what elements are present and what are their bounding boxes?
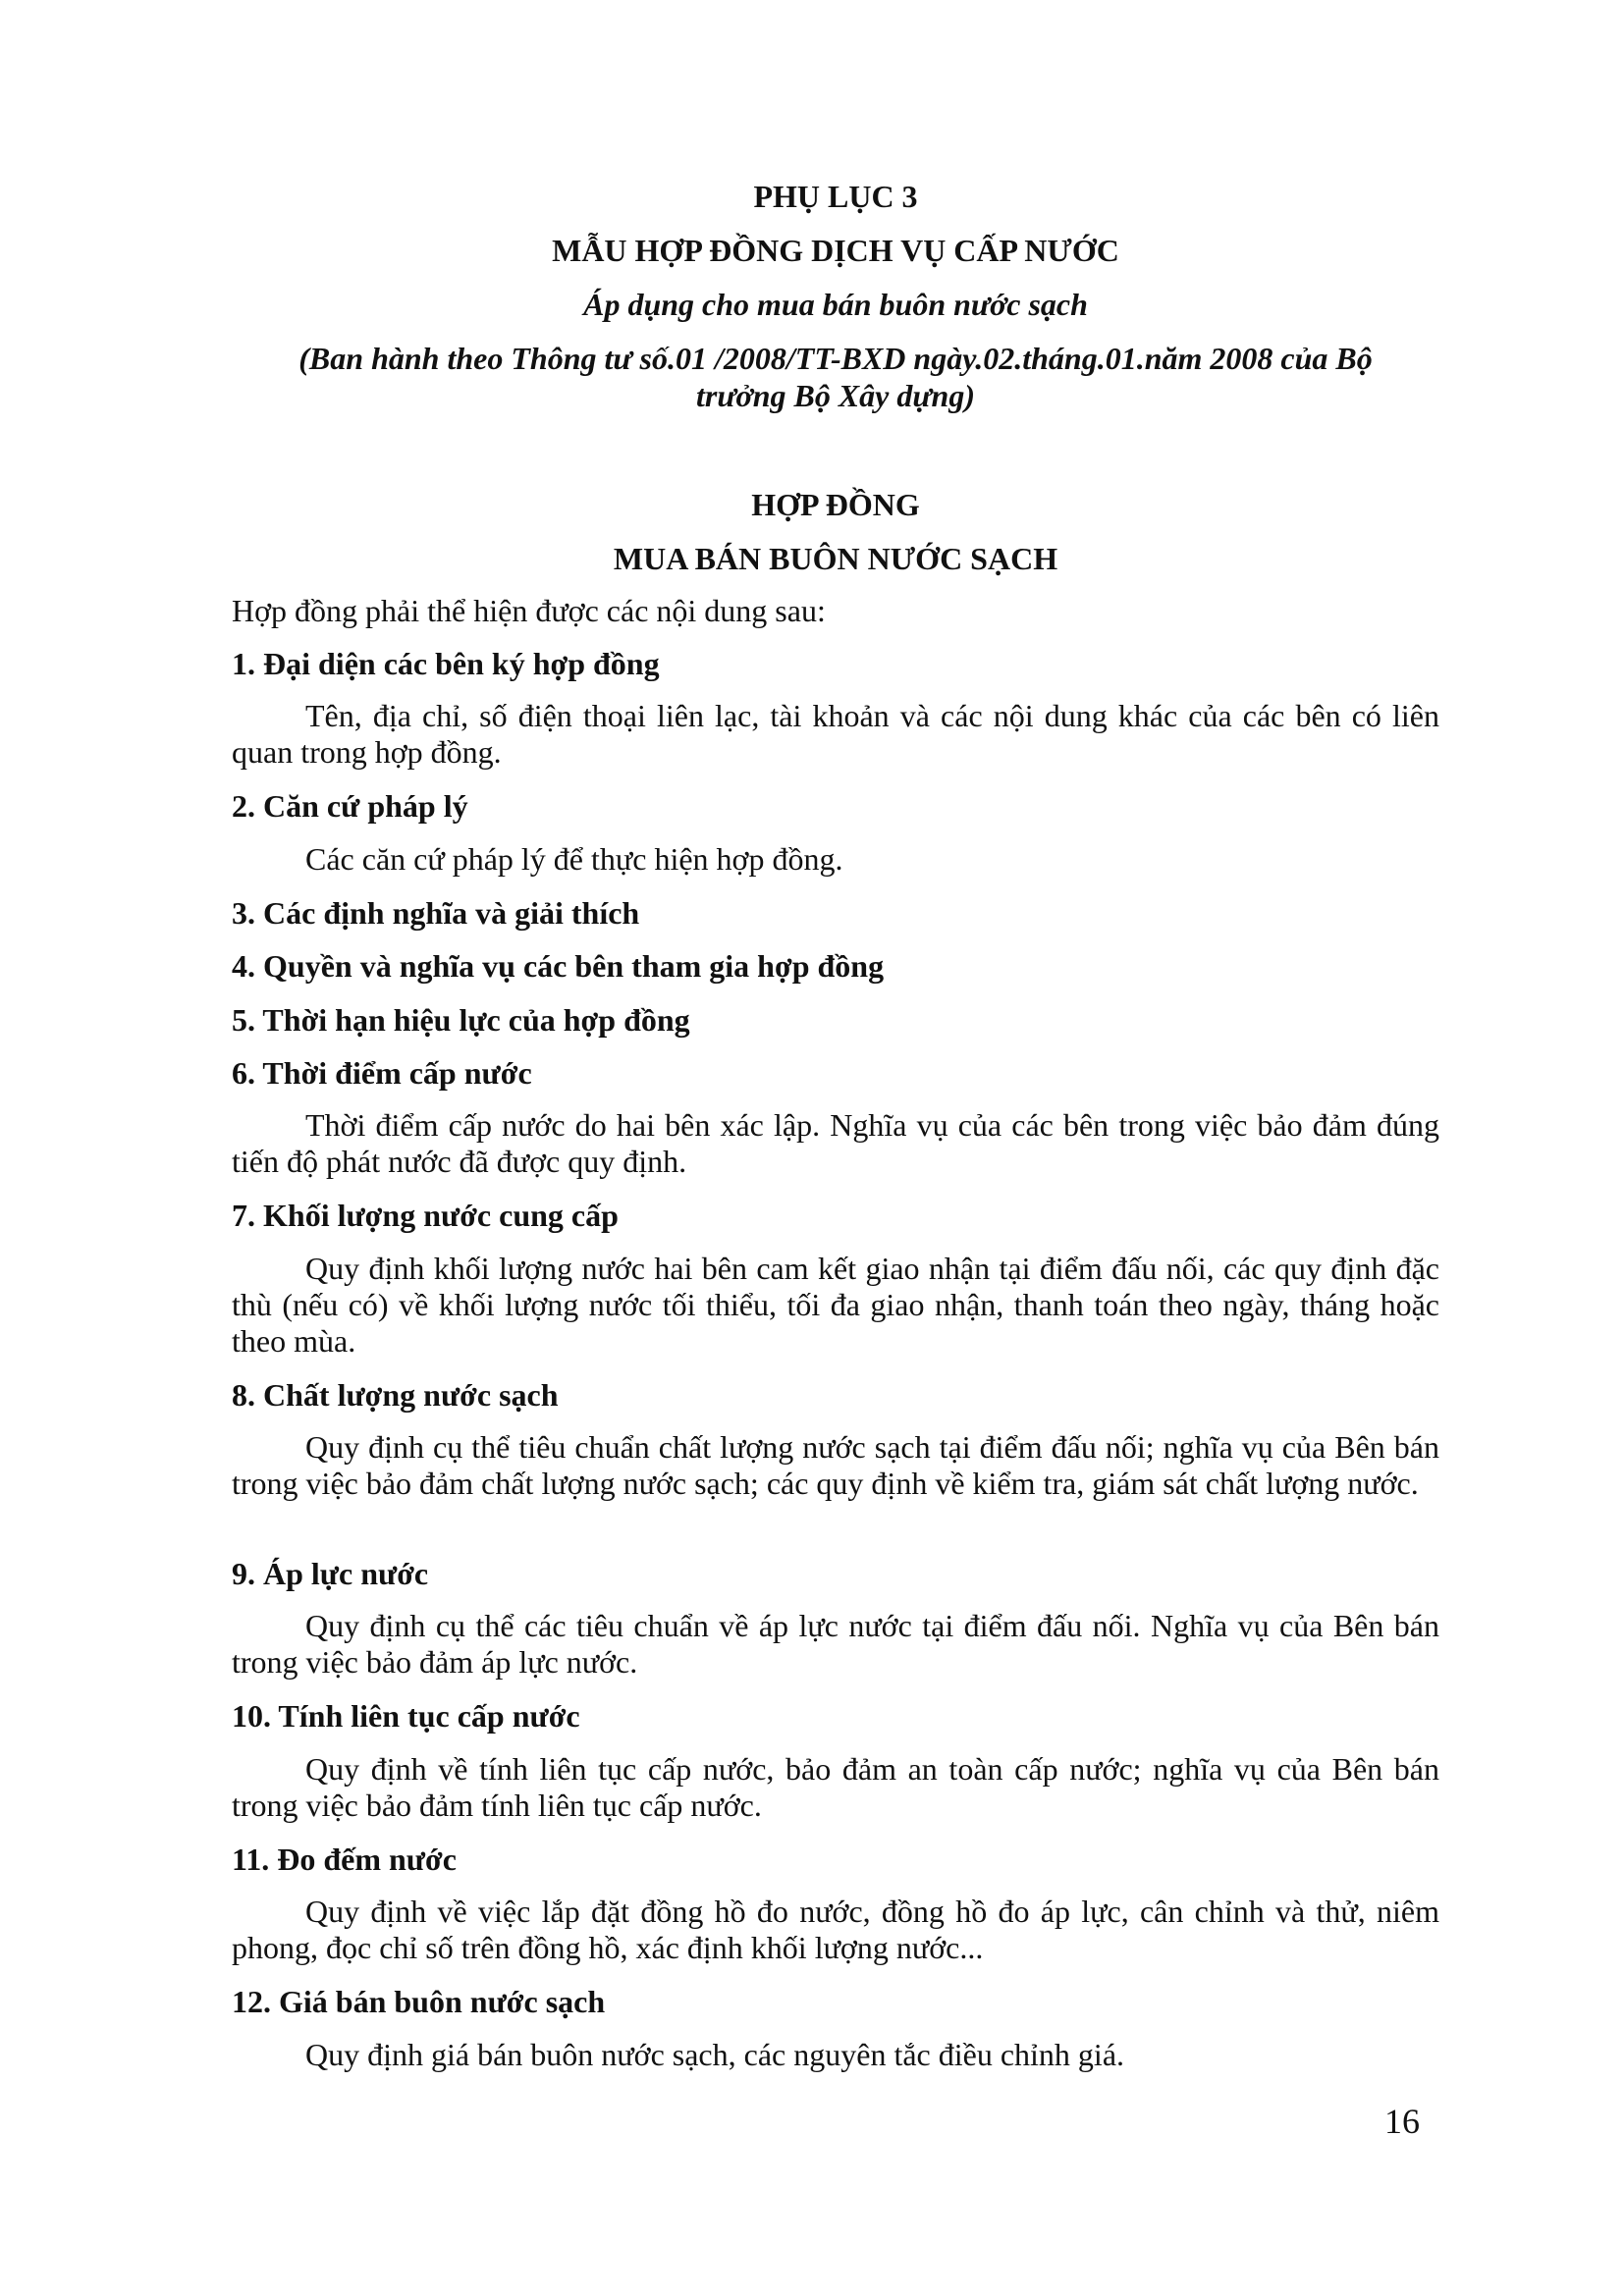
section-text: Các căn cứ pháp lý để thực hiện hợp đồng. xyxy=(305,841,843,877)
form-title: MẪU HỢP ĐỒNG DỊCH VỤ CẤP NƯỚC xyxy=(552,233,1119,268)
section-heading: 12. Giá bán buôn nước sạch xyxy=(232,1984,606,2019)
section-heading: 6. Thời điểm cấp nước xyxy=(232,1055,532,1091)
section-text: Quy định về tính liên tục cấp nước, bảo đảm an toàn cấp nước; nghĩa vụ của Bên bán trong việc bảo đảm tính liên tục cấp nước. xyxy=(232,1751,1439,1823)
section-heading: 7. Khối lượng nước cung cấp xyxy=(232,1198,619,1233)
contract-title: HỢP ĐỒNG xyxy=(751,487,920,522)
issued-line-2: trưởng Bộ Xây dựng) xyxy=(696,378,975,413)
section-heading: 1. Đại diện các bên ký hợp đồng xyxy=(232,646,660,681)
page-number: 16 xyxy=(1384,2102,1420,2141)
contract-subtitle: MUA BÁN BUÔN NƯỚC SẠCH xyxy=(613,541,1058,576)
section-heading: 5. Thời hạn hiệu lực của hợp đồng xyxy=(232,1002,690,1038)
section-text: Quy định cụ thể tiêu chuẩn chất lượng nước sạch tại điểm đấu nối; nghĩa vụ của Bên bán trong việc bảo đảm chất lượng nước sạch; các quy định về kiểm tra, giám sát chất lượng nước. xyxy=(232,1429,1439,1501)
section-heading: 2. Căn cứ pháp lý xyxy=(232,788,468,824)
intro-text: Hợp đồng phải thể hiện được các nội dung sau: xyxy=(232,593,826,628)
section-heading: 11. Đo đếm nước xyxy=(232,1842,457,1877)
section-text: Quy định cụ thể các tiêu chuẩn về áp lực nước tại điểm đấu nối. Nghĩa vụ của Bên bán trong việc bảo đảm áp lực nước. xyxy=(232,1608,1439,1680)
section-heading: 3. Các định nghĩa và giải thích xyxy=(232,895,640,931)
section-text: Quy định khối lượng nước hai bên cam kết giao nhận tại điểm đấu nối, các quy định đặc thù (nếu có) về khối lượng nước tối thiểu, tối đa giao nhận, thanh toán theo ngày, tháng hoặc theo mùa. xyxy=(232,1251,1439,1359)
section-heading: 4. Quyền và nghĩa vụ các bên tham gia hợp đồng xyxy=(232,948,885,984)
section-text: Tên, địa chỉ, số điện thoại liên lạc, tài khoản và các nội dung khác của các bên có liên quan trong hợp đồng. xyxy=(232,698,1439,770)
section-text: Thời điểm cấp nước do hai bên xác lập. Nghĩa vụ của các bên trong việc bảo đảm đúng tiến độ phát nước đã được quy định. xyxy=(232,1107,1439,1179)
section-heading: 8. Chất lượng nước sạch xyxy=(232,1377,559,1413)
section-heading: 9. Áp lực nước xyxy=(232,1556,429,1591)
appendix-title: PHỤ LỤC 3 xyxy=(753,179,918,214)
section-heading: 10. Tính liên tục cấp nước xyxy=(232,1698,580,1734)
section-text: Quy định về việc lắp đặt đồng hồ đo nước, đồng hồ đo áp lực, cân chỉnh và thử, niêm phong, đọc chỉ số trên đồng hồ, xác định khối lượng nước... xyxy=(232,1894,1439,1965)
applies-line: Áp dụng cho mua bán buôn nước sạch xyxy=(583,287,1088,322)
section-text: Quy định giá bán buôn nước sạch, các nguyên tắc điều chỉnh giá. xyxy=(305,2037,1125,2072)
issued-line-1: (Ban hành theo Thông tư số.01 /2008/TT-BXD ngày.02.tháng.01.năm 2008 của Bộ xyxy=(298,341,1373,376)
